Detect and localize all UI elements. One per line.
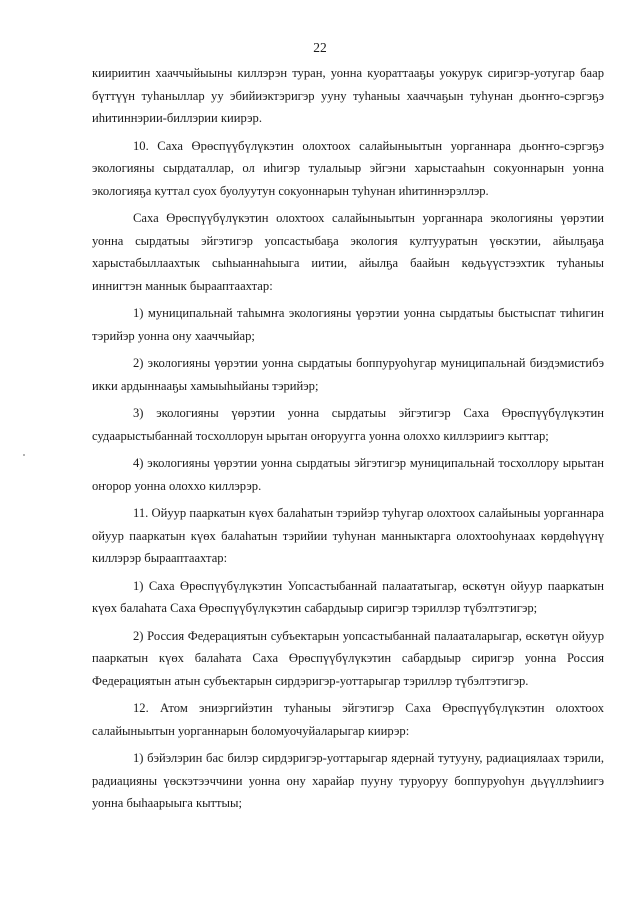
list-item-3: 3) экологияны үөрэтии уонна сырдатыы эйгэтигэр Саха Өрөспүүбүлүкэтин судаарыстыбаннай тосхоллорун ырытан оҥоруугга уонна олоххо киллэриигэ кыттар;: [92, 406, 604, 443]
page-number: 22: [313, 40, 327, 55]
list-item-11-1: 1) Саха Өрөспүүбүлүкэтин Уопсастыбаннай палаататыгар, өскөтүн ойуур пааркатын күөх балаһата Саха Өрөспүүбүлүкэтин сабардыыр сиригэр тэриллэр түбэлтэтигэр;: [92, 578, 604, 615]
paragraph-continuation: киириитин хааччыйыыны киллэрэн туран, уонна куораттааҕы уокурук сиригэр-уотугар баар бүттүүн туһаныллар уу эбийиэктэригэр ууну туһаныы хааччаҕын туһунан дьоҥҥо-сэргэҕэ иһитиннэрии-биллэрии киирэр.: [92, 66, 604, 125]
paragraph-powers-intro: Саха Өрөспүүбүлүкэтин олохтоох салайыныытын уорганнара экологияны үөрэтии уонна сырдатыы эйгэтигэр уопсастыбаҕа экология култууратын үөскэтии, айылҕаҕа харыстабыллаахтык сыһыаннаһыыга иитии, айылҕа баайын көдьүүстээхтик туһаныы иннигтэн маннык бырааптаахтар:: [92, 211, 604, 293]
list-item-11-2: 2) Россия Федерациятын субъектарын уопсастыбаннай палааталарыгар, өскөтүн ойуур пааркатын күөх балаһата Саха Өрөспүүбүлүкэтин сабардыыр сиригэр уонна Россия Федерациятын атын субъектарын сирдэригэр-уоттарыгар тэриллэр түбэлтэтигэр.: [92, 628, 604, 688]
paragraph-article-11: 11. Ойуур пааркатын күөх балаһатын тэрийэр туһугар олохтоох салайыныы уорганнара ойуур пааркатын күөх балаһатын тэрийии туһунан манныктарга олохтооһунаах көрдөһүүнү киллэрэр бырааптаахтар:: [92, 506, 604, 565]
paragraph-article-10: 10. Саха Өрөспүүбүлүкэтин олохтоох салайыныытын уорганнара дьоҥҥо-сэргэҕэ экологияны сырдаталлар, ол иһигэр тулалыыр эйгэни харыстааһын сокуоннарын уонна экологияҕа куттал суох буолуутун сокуоннарын туһунан иһитиннэрэллэр.: [92, 138, 604, 198]
paragraph-article-12: 12. Атом эниэргийэтин туһаныы эйгэтигэр Саха Өрөспүүбүлүкэтин олохтоох салайыныытын уорганнарын боломуочуйаларыгар киирэр:: [92, 701, 604, 738]
list-item-1: 1) муниципальнай таһымҥа экологияны үөрэтии уонна сырдатыы быстыспат тиһигин тэрийэр уонна ону хааччыйар;: [92, 306, 604, 343]
scan-artifact-dot: [23, 454, 25, 456]
document-body: [92, 62, 604, 820]
list-item-4: 4) экологияны үөрэтии уонна сырдатыы эйгэтигэр муниципальнай тосхоллору ырытан оҥорор уонна олоххо киллэрэр.: [92, 456, 604, 493]
list-item-12-1: 1) бэйэлэрин бас билэр сирдэригэр-уоттарыгар ядернай тутууну, радиациялаах тэрили, радиацияны үөскэтээччини уонна ону харайар пууну туруоруу боппуруоһун дьүүллэһиигэ уонна быһаарыыга кыттыы;: [92, 751, 604, 810]
list-item-2: 2) экологияны үөрэтии уонна сырдатыы боппуруоһугар муниципальнай биэдэмистибэ икки ардыннааҕы хамыыһыйаны тэрийэр;: [92, 356, 604, 393]
